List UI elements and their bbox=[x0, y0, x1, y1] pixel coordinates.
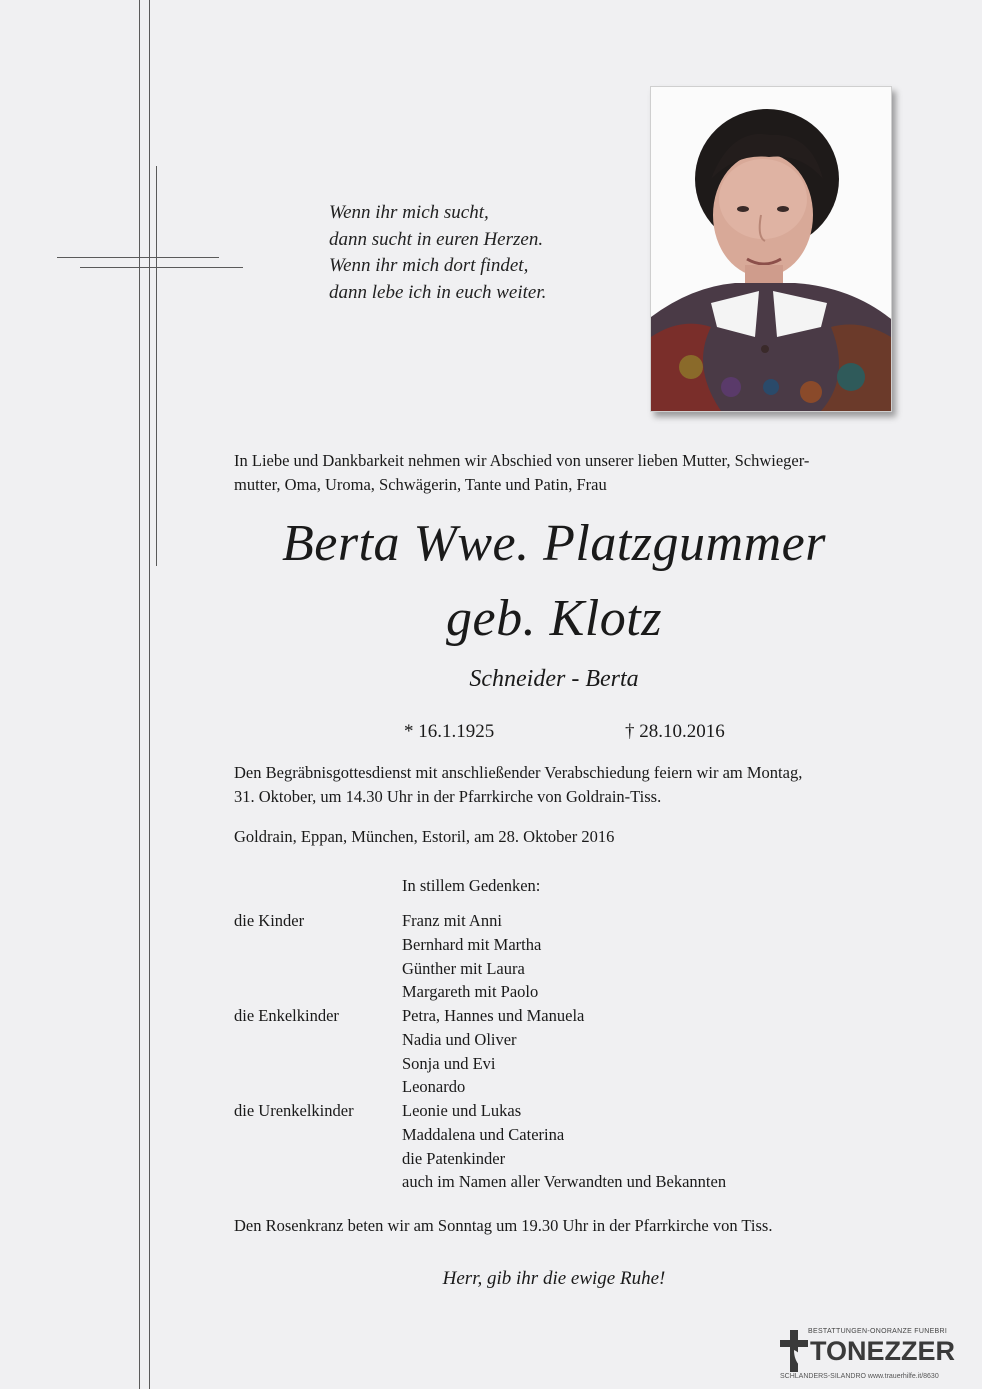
quote-line: dann lebe ich in euch weiter. bbox=[329, 281, 547, 303]
cross-horizontal-line-1 bbox=[57, 257, 219, 258]
closing-prayer: Herr, gib ihr die ewige Ruhe! bbox=[442, 1268, 666, 1289]
place-date: Goldrain, Eppan, München, Estoril, am 28. Oktober 2016 bbox=[234, 827, 615, 846]
family-member: Franz mit Anni bbox=[402, 911, 502, 930]
rosary-text: Den Rosenkranz beten wir am Sonntag um 19.30 Uhr in der Pfarrkirche von Tiss. bbox=[234, 1216, 773, 1235]
family-member: Margareth mit Paolo bbox=[402, 982, 539, 1002]
logo-brand: TONEZZER bbox=[810, 1336, 956, 1366]
family-group-names bbox=[402, 1004, 584, 1099]
intro-line: In Liebe und Dankbarkeit nehmen wir Abschied von unserer lieben Mutter, Schwieger- bbox=[234, 451, 810, 470]
cross-vertical-line-2 bbox=[149, 0, 150, 1389]
mourners-heading: In stillem Gedenken: bbox=[402, 876, 541, 895]
family-member: Nadia und Oliver bbox=[402, 1029, 517, 1049]
family-group-label: die Urenkelkinder bbox=[234, 1101, 354, 1120]
quote-line: Wenn ihr mich dort findet, bbox=[329, 255, 529, 276]
family-group-names bbox=[402, 909, 541, 1004]
family-member: Maddalena und Caterina bbox=[402, 1124, 565, 1144]
cross-horizontal-line-2 bbox=[80, 267, 243, 268]
family-member: die Patenkinder bbox=[402, 1148, 506, 1168]
birth-date: * 16.1.1925 bbox=[404, 721, 495, 742]
family-group-label: die Enkelkinder bbox=[234, 1006, 339, 1025]
family-member: Leonardo bbox=[402, 1077, 466, 1097]
portrait-photo bbox=[650, 86, 892, 412]
family-member: Petra, Hannes und Manuela bbox=[402, 1006, 585, 1025]
cross-vertical-line-1 bbox=[139, 0, 140, 1389]
logo-tagline: BESTATTUNGEN-ONORANZE FUNEBRI bbox=[808, 1328, 948, 1335]
quote-line: dann sucht in euren Herzen. bbox=[329, 228, 544, 250]
intro-line: mutter, Oma, Uroma, Schwägerin, Tante und Patin, Frau bbox=[234, 475, 607, 494]
portrait-illustration bbox=[651, 87, 891, 411]
memorial-quote bbox=[329, 200, 546, 306]
family-member: Günther mit Laura bbox=[402, 958, 525, 978]
family-member: Bernhard mit Martha bbox=[402, 934, 542, 954]
family-member: Sonja und Evi bbox=[402, 1053, 496, 1073]
intro-text bbox=[234, 449, 924, 497]
family-member: Leonie und Lukas bbox=[402, 1101, 522, 1120]
family-group-label: die Kinder bbox=[234, 911, 305, 930]
logo-footer: SCHLANDERS-SILANDRO www.trauerhilfe.it/8630 bbox=[780, 1373, 939, 1380]
cross-vertical-line-3 bbox=[156, 166, 157, 566]
family-group-names bbox=[402, 1099, 726, 1194]
death-date: † 28.10.2016 bbox=[625, 721, 725, 742]
deceased-name: Berta Wwe. Platzgummer bbox=[282, 515, 826, 572]
quote-line: Wenn ihr mich sucht, bbox=[329, 202, 489, 223]
funeral-line: Den Begräbnisgottesdienst mit anschließender Verabschiedung feiern wir am Montag, bbox=[234, 763, 803, 782]
funeral-line: 31. Oktober, um 14.30 Uhr in der Pfarrkirche von Goldrain-Tiss. bbox=[234, 787, 662, 806]
funeral-home-logo bbox=[780, 1328, 975, 1384]
cross-logo-icon bbox=[780, 1330, 808, 1372]
family-member: auch im Namen aller Verwandten und Bekannten bbox=[402, 1172, 727, 1192]
deceased-nickname: Schneider - Berta bbox=[469, 666, 639, 692]
deceased-maiden-name: geb. Klotz bbox=[446, 590, 662, 647]
